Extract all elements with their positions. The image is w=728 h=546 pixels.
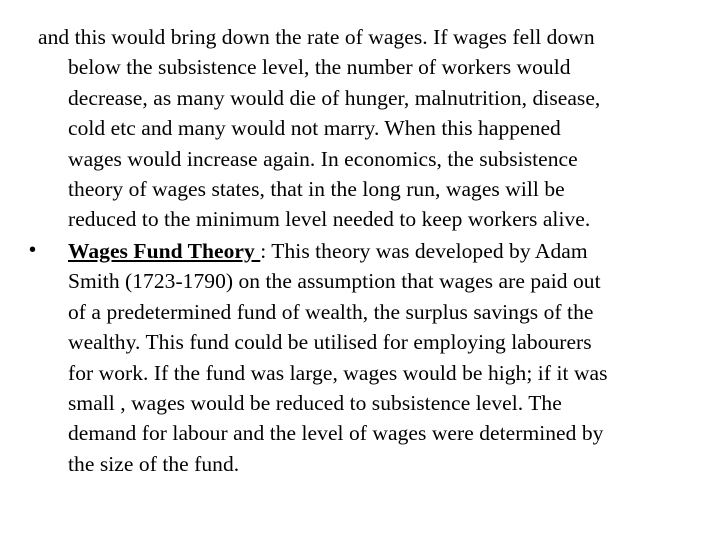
text-line: small , wages would be reduced to subsistence level. The: [68, 391, 562, 416]
text-line: of a predetermined fund of wealth, the surplus savings of the: [68, 299, 594, 324]
text-line: for work. If the fund was large, wages would be high; if it was: [68, 360, 608, 385]
text-line: the size of the fund.: [68, 451, 240, 476]
bullet-wages-fund-theory: [29, 236, 690, 479]
bullet-first-line: [29, 236, 690, 266]
text-line: wealthy. This fund could be utilised for employing labourers: [68, 330, 592, 355]
text-line: and this would bring down the rate of wages. If wages fell down: [38, 25, 595, 49]
text-line: decrease, as many would die of hunger, malnutrition, disease,: [68, 85, 601, 110]
term-suffix: : This theory was developed by Adam: [260, 239, 588, 263]
text-line: wages would increase again. In economics, the subsistence: [68, 146, 578, 171]
term-heading: Wages Fund Theory: [68, 239, 261, 263]
bullet-icon: •: [29, 239, 37, 261]
text-line: demand for labour and the level of wages were determined by: [68, 421, 604, 446]
paragraph-subsistence-theory: [38, 22, 690, 235]
text-line: Smith (1723-1790) on the assumption that wages are paid out: [68, 269, 601, 294]
text-line: below the subsistence level, the number of workers would: [68, 55, 571, 80]
text-line: cold etc and many would not marry. When this happened: [68, 116, 561, 141]
text-line: reduced to the minimum level needed to keep workers alive.: [68, 207, 591, 232]
text-line: theory of wages states, that in the long run, wages will be: [68, 177, 565, 202]
